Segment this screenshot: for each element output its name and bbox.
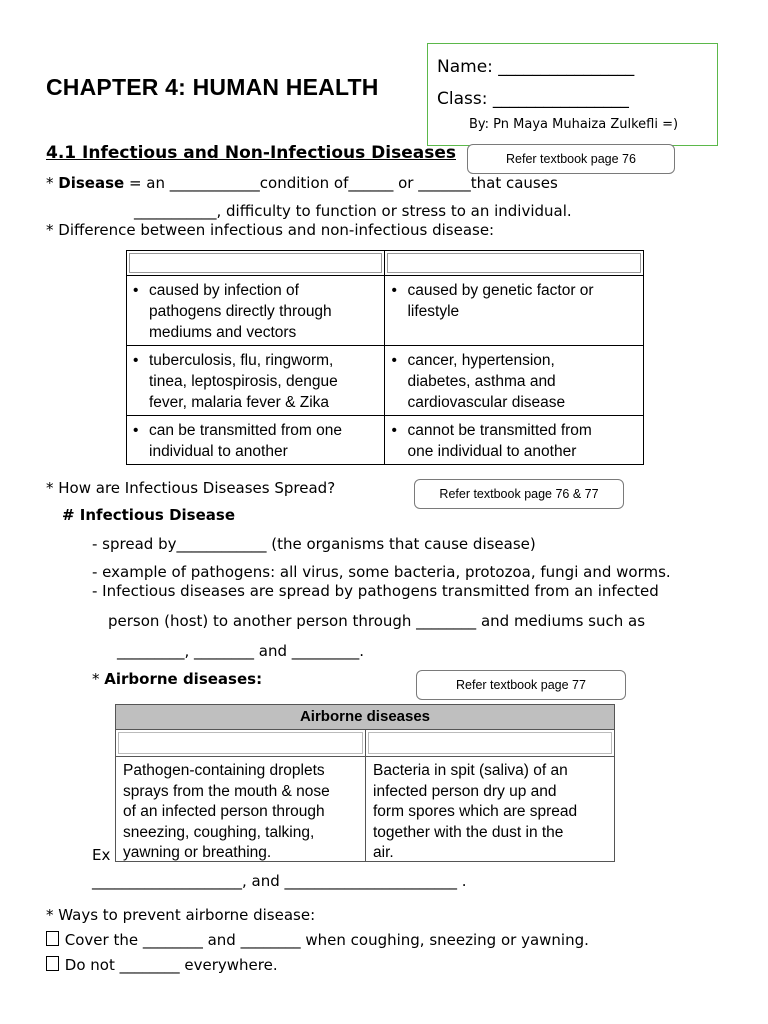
airborne-subheader-left [116, 730, 365, 757]
disease-term: Disease [58, 174, 125, 192]
checkbox-icon[interactable] [46, 931, 59, 946]
airborne-answer-line: ____________________, and _______________________ . [92, 872, 467, 890]
table-cell: • tuberculosis, flu, ringworm, tinea, leptospirosis, dengue fever, malaria fever & Zika [127, 346, 385, 416]
airborne-subheader-right [366, 730, 614, 757]
disease-definition-line1 [46, 174, 558, 192]
difference-prompt: * Difference between infectious and non-infectious disease: [46, 221, 495, 239]
airborne-label-text: Airborne diseases: [104, 670, 263, 688]
table-cell: • caused by genetic factor or lifestyle [385, 276, 644, 346]
table-row [127, 416, 644, 465]
airborne-droplet-description: Pathogen-containing droplets sprays from the mouth & nose of an infected person through sneezing, coughing, talking, yawning or breathing. [123, 762, 330, 861]
hidden-text-fragment: Ex [92, 846, 111, 864]
airborne-label: * Airborne diseases: [92, 670, 263, 688]
class-field[interactable]: Class: ________________ [437, 89, 629, 109]
textbook-reference-77: Refer textbook page 77 [416, 670, 626, 700]
infectious-disease-subheading: # Infectious Disease [62, 506, 236, 524]
table-cell: • cancer, hypertension, diabetes, asthma and cardiovascular disease [385, 346, 644, 416]
prevention-item: Do not ________ everywhere. [46, 956, 278, 974]
table-cell: • can be transmitted from one individual to another [127, 416, 385, 465]
airborne-table-title: Airborne diseases [116, 705, 614, 730]
spread-line: - spread by____________ (the organisms that cause disease) [92, 535, 536, 553]
spread-line: - example of pathogens: all virus, some bacteria, protozoa, fungi and worms. [92, 563, 671, 581]
section-heading: 4.1 Infectious and Non-Infectious Diseases [46, 143, 456, 163]
author-byline: By: Pn Maya Muhaiza Zulkefli =) [469, 117, 679, 132]
textbook-reference-76-77: Refer textbook page 76 & 77 [414, 479, 624, 509]
table-cell: • cannot be transmitted from one individual to another [385, 416, 644, 465]
bullet-prefix: * [46, 174, 59, 192]
table-cell: • caused by infection of pathogens directly through mediums and vectors [127, 276, 385, 346]
disease-definition-text: = an ____________condition of______ or _______that causes [124, 174, 558, 192]
disease-definition-line2: ___________, difficulty to function or stress to an individual. [134, 202, 572, 220]
prevention-heading: * Ways to prevent airborne disease: [46, 906, 316, 924]
spread-question: * How are Infectious Diseases Spread? [46, 479, 336, 497]
table-header-non-infectious [385, 251, 644, 276]
textbook-reference-76: Refer textbook page 76 [467, 144, 675, 174]
table-row [127, 276, 644, 346]
airborne-spores-description: Bacteria in spit (saliva) of an infected person dry up and form spores which are spread together with the dust in the air. [365, 757, 614, 861]
spread-line: person (host) to another person through ________ and mediums such as [108, 612, 646, 630]
table-row [127, 346, 644, 416]
spread-line: _________, ________ and _________. [117, 642, 365, 660]
comparison-table [126, 250, 644, 465]
table-header-infectious [127, 251, 385, 276]
name-class-box [427, 43, 718, 146]
name-field[interactable]: Name: ________________ [437, 57, 635, 77]
airborne-table [115, 704, 615, 862]
spread-line: - Infectious diseases are spread by pathogens transmitted from an infected [92, 582, 659, 600]
prevention-item: Cover the ________ and ________ when coughing, sneezing or yawning. [46, 931, 589, 949]
checkbox-icon[interactable] [46, 956, 59, 971]
chapter-title: CHAPTER 4: HUMAN HEALTH [46, 74, 379, 100]
